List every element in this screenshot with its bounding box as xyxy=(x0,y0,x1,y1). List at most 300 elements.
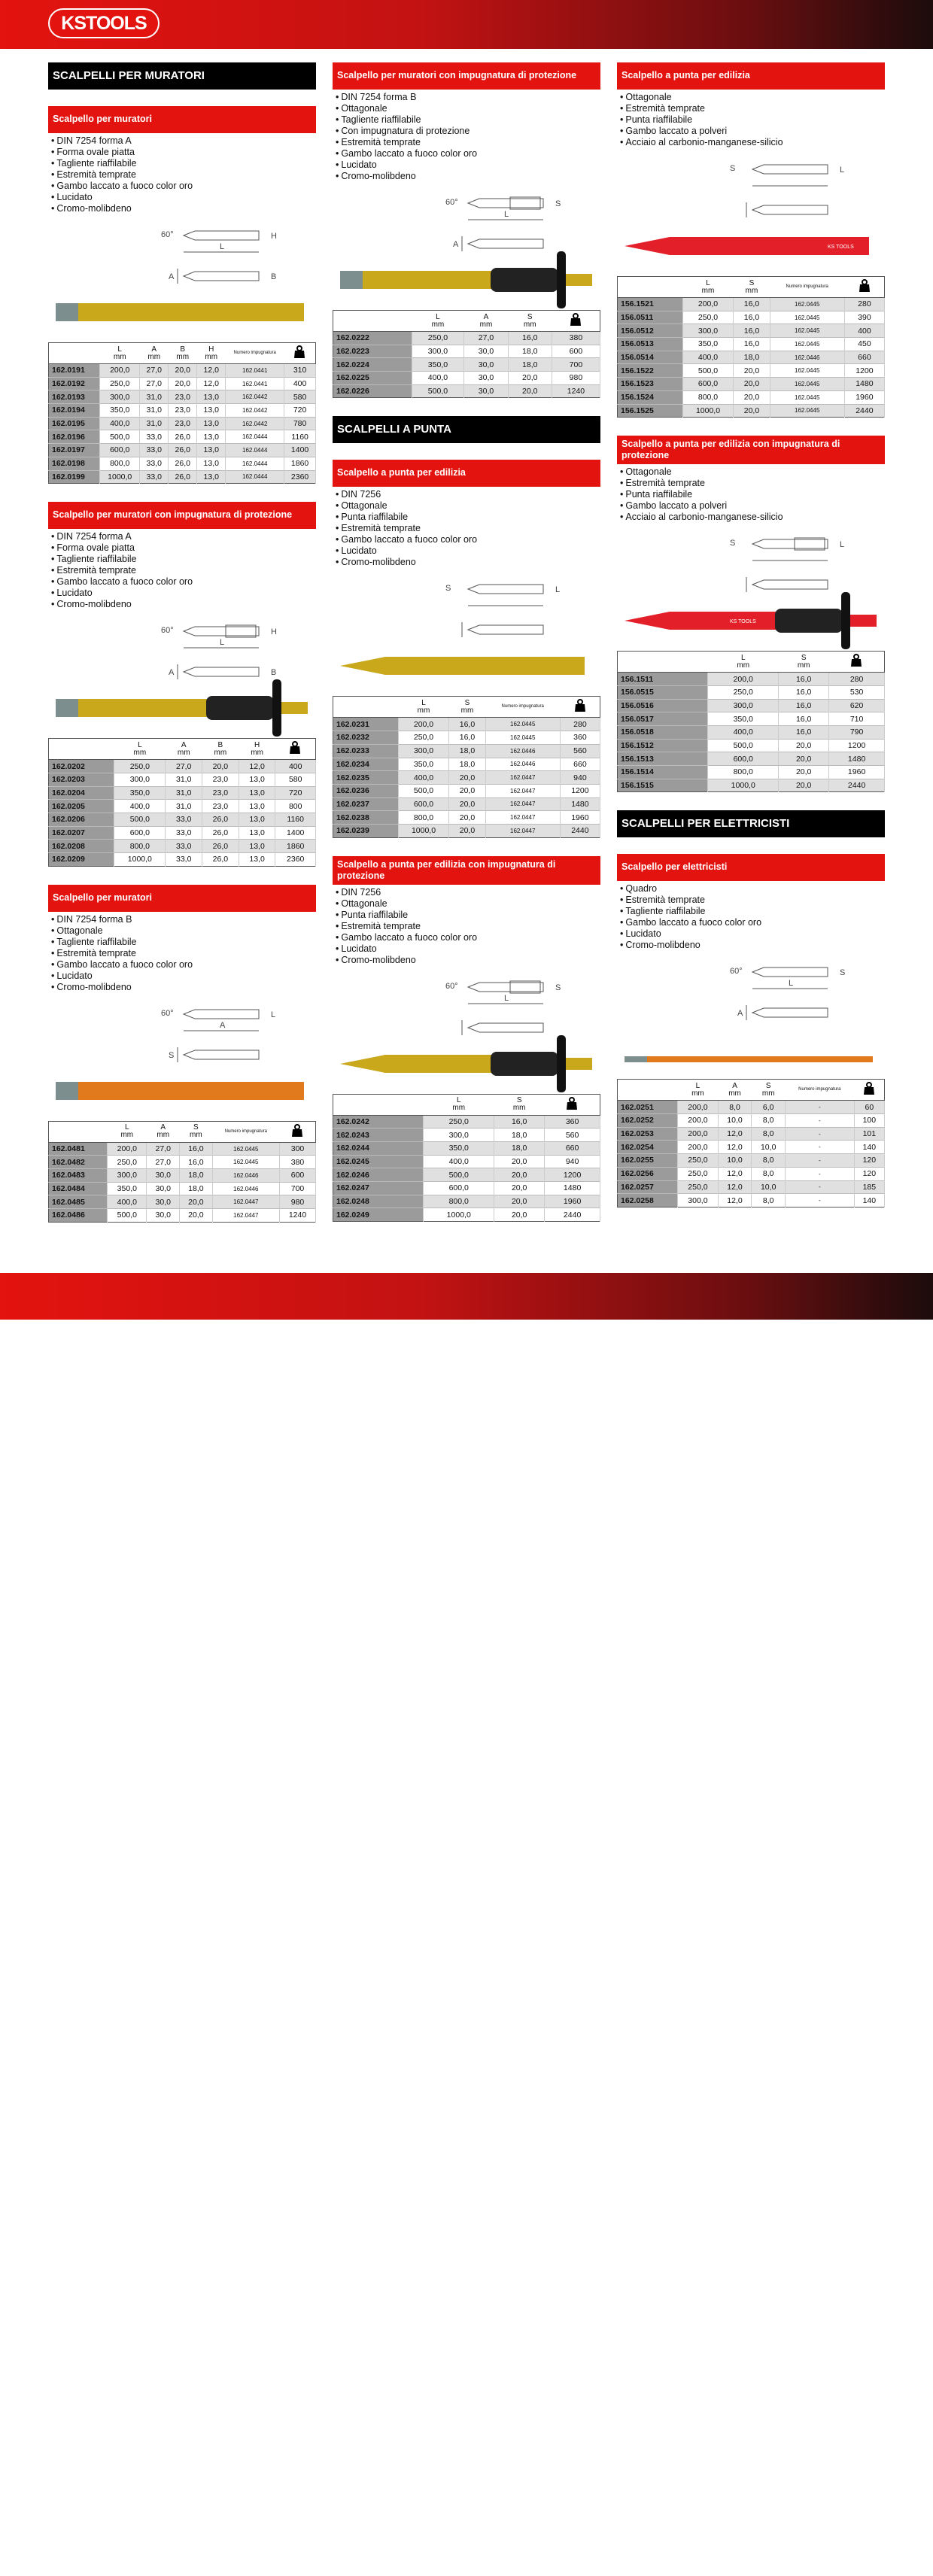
article-code: 162.0243 xyxy=(333,1129,424,1142)
table-cell: 16,0 xyxy=(779,685,829,699)
technical-drawing xyxy=(178,231,259,284)
table-cell: 13,0 xyxy=(197,457,226,470)
product-table xyxy=(48,342,316,484)
feature-list xyxy=(48,529,316,610)
table-cell: 18,0 xyxy=(180,1182,213,1195)
table-cell: 1960 xyxy=(844,390,884,404)
table-cell: 360 xyxy=(545,1115,600,1129)
tool-photo xyxy=(625,1056,873,1062)
table-header-row xyxy=(618,277,885,298)
table-header xyxy=(770,277,844,298)
table-cell: 800,0 xyxy=(424,1195,494,1208)
table-cell: 16,0 xyxy=(449,718,485,731)
table-cell: 185 xyxy=(854,1180,884,1194)
article-code: 156.0518 xyxy=(618,725,708,739)
table-cell: 2440 xyxy=(844,404,884,418)
table-cell: 33,0 xyxy=(140,470,169,484)
feature-item: • Cromo-molibdeno xyxy=(51,203,316,214)
table-row xyxy=(49,390,316,404)
table-cell: 162.0442 xyxy=(226,417,284,430)
table-cell: 500,0 xyxy=(100,430,140,444)
table-row xyxy=(49,1209,316,1223)
dimension-label: A xyxy=(169,668,175,678)
feature-item: • Ottagonale xyxy=(620,92,885,103)
article-code: 162.0191 xyxy=(49,364,100,378)
tool-photo xyxy=(340,251,592,308)
table-header xyxy=(552,311,600,332)
tool-photo xyxy=(56,679,308,737)
table-cell: 33,0 xyxy=(166,826,202,840)
feature-item: • Acciaio al carbonio-manganese-silicio xyxy=(620,512,885,523)
table-cell: 27,0 xyxy=(140,364,169,378)
table-header xyxy=(829,652,885,673)
table-cell: - xyxy=(786,1101,855,1114)
section-title: SCALPELLI PER ELETTRICISTI xyxy=(617,810,885,837)
article-code: 162.0242 xyxy=(333,1115,424,1129)
table-cell: 18,0 xyxy=(449,758,485,771)
table-header xyxy=(844,277,884,298)
table-row xyxy=(618,1127,885,1141)
table-cell: 30,0 xyxy=(147,1195,180,1209)
article-code: 162.0485 xyxy=(49,1195,108,1209)
feature-item: • Lucidato xyxy=(51,192,316,203)
table-cell: 31,0 xyxy=(140,390,169,404)
weight-icon xyxy=(566,1097,578,1110)
table-cell: 20,0 xyxy=(734,364,770,378)
dimension-label: 60° xyxy=(730,967,743,977)
product-block xyxy=(48,885,316,1241)
table-cell: 600 xyxy=(280,1169,316,1183)
dimension-label: B xyxy=(271,668,277,678)
table-cell: 1240 xyxy=(552,384,600,398)
table-cell: 800,0 xyxy=(100,457,140,470)
weight-icon xyxy=(293,345,305,359)
table-cell: 600,0 xyxy=(424,1182,494,1195)
table-cell: 20,0 xyxy=(734,404,770,418)
article-code: 162.0198 xyxy=(49,457,100,470)
feature-item: • Quadro xyxy=(620,883,885,895)
table-cell: 20,0 xyxy=(449,784,485,797)
table-cell: 400,0 xyxy=(412,372,464,385)
table-cell: 8,0 xyxy=(718,1101,752,1114)
table-row xyxy=(49,417,316,430)
table-row xyxy=(618,378,885,391)
table-cell: 380 xyxy=(280,1156,316,1169)
tool-photo xyxy=(340,1035,592,1092)
table-cell: 380 xyxy=(552,332,600,345)
table-cell: 660 xyxy=(560,758,600,771)
table-cell: 12,0 xyxy=(718,1194,752,1208)
weight-icon xyxy=(863,1082,875,1095)
table-header xyxy=(398,697,449,718)
header-label: H mm xyxy=(205,345,218,361)
table-cell: 13,0 xyxy=(197,390,226,404)
dimension-label: S xyxy=(730,164,736,173)
feature-list xyxy=(48,912,316,993)
table-cell: 250,0 xyxy=(114,760,166,773)
table-cell: 23,0 xyxy=(202,773,239,786)
table-row xyxy=(333,384,600,398)
table-cell: 30,0 xyxy=(147,1182,180,1195)
table-cell: 20,0 xyxy=(494,1195,545,1208)
table-cell: 23,0 xyxy=(202,800,239,813)
article-code: 162.0248 xyxy=(333,1195,424,1208)
table-cell: 300,0 xyxy=(424,1129,494,1142)
article-code: 162.0197 xyxy=(49,444,100,457)
table-cell: 280 xyxy=(829,673,885,686)
feature-list xyxy=(617,881,885,951)
table-header xyxy=(718,1080,752,1101)
feature-item: • DIN 7256 xyxy=(336,489,600,500)
table-cell: 10,0 xyxy=(752,1141,786,1154)
header-label: Numero impugnatura xyxy=(501,704,544,709)
feature-item: • Punta riaffilabile xyxy=(336,512,600,523)
table-cell: 20,0 xyxy=(779,752,829,766)
header-label: H mm xyxy=(251,740,263,757)
table-cell: 162.0447 xyxy=(485,797,560,811)
table-row xyxy=(333,358,600,372)
table-cell: 200,0 xyxy=(682,298,734,311)
table-row xyxy=(618,1154,885,1168)
table-row xyxy=(49,826,316,840)
table-header-code xyxy=(333,697,399,718)
table-cell: 6,0 xyxy=(752,1101,786,1114)
table-cell: 10,0 xyxy=(718,1154,752,1168)
table-header xyxy=(779,652,829,673)
table-header xyxy=(114,739,166,760)
brand-mark: KS TOOLS xyxy=(828,245,854,250)
table-cell: 162.0445 xyxy=(485,718,560,731)
table-cell: 162.0447 xyxy=(485,771,560,785)
feature-item: • Estremità temprate xyxy=(51,948,316,959)
table-cell: 400 xyxy=(275,760,316,773)
product-table xyxy=(333,696,600,837)
table-cell: 100 xyxy=(854,1114,884,1128)
table-header-row xyxy=(333,697,600,718)
column-2 xyxy=(333,62,600,1240)
table-cell: 660 xyxy=(545,1142,600,1156)
feature-item: • DIN 7254 forma B xyxy=(336,92,600,103)
table-row xyxy=(333,824,600,837)
table-header xyxy=(508,311,552,332)
table-cell: 162.0445 xyxy=(770,298,844,311)
table-cell: 1960 xyxy=(560,811,600,825)
dimension-label: L xyxy=(271,1010,276,1019)
feature-item: • Cromo-molibdeno xyxy=(336,171,600,182)
header-label: S mm xyxy=(512,1096,526,1113)
table-cell: 60 xyxy=(854,1101,884,1114)
technical-drawing xyxy=(746,538,828,592)
table-row xyxy=(49,1156,316,1169)
table-cell: 20,0 xyxy=(494,1208,545,1222)
dimension-label: H xyxy=(271,627,277,637)
table-cell: 162.0444 xyxy=(226,457,284,470)
article-code: 162.0194 xyxy=(49,404,100,418)
table-cell: 20,0 xyxy=(180,1209,213,1223)
article-code: 156.1511 xyxy=(618,673,708,686)
feature-item: • Estremità temprate xyxy=(51,169,316,181)
spacer xyxy=(333,398,600,416)
technical-drawing xyxy=(462,585,543,637)
table-cell: 600,0 xyxy=(398,797,449,811)
feature-item: • Gambo laccato a fuoco color oro xyxy=(620,917,885,928)
table-cell: 2440 xyxy=(829,779,885,792)
article-code: 162.0244 xyxy=(333,1142,424,1156)
table-cell: 500,0 xyxy=(114,813,166,826)
tool-illustration xyxy=(333,966,600,1094)
section-title: SCALPELLI A PUNTA xyxy=(333,416,600,443)
table-cell: - xyxy=(786,1180,855,1194)
article-code: 156.1513 xyxy=(618,752,708,766)
table-header xyxy=(424,1094,494,1115)
table-cell: 300,0 xyxy=(398,744,449,758)
table-cell: 1480 xyxy=(560,797,600,811)
table-cell: 710 xyxy=(829,712,885,726)
table-cell: 162.0445 xyxy=(485,731,560,745)
tool-illustration xyxy=(617,951,885,1079)
product-table xyxy=(333,310,600,398)
table-cell: 162.0445 xyxy=(770,364,844,378)
table-cell: 350,0 xyxy=(708,712,779,726)
table-cell: 162.0447 xyxy=(212,1209,279,1223)
table-header xyxy=(682,277,734,298)
feature-list xyxy=(617,464,885,523)
table-cell: 400,0 xyxy=(424,1155,494,1168)
table-row xyxy=(618,685,885,699)
dimension-label: 60° xyxy=(161,1008,174,1018)
product-title: Scalpello per muratori con impugnatura di protezione xyxy=(48,502,316,529)
table-header xyxy=(854,1080,884,1101)
feature-item: • Acciaio al carbonio-manganese-silicio xyxy=(620,137,885,148)
technical-drawing xyxy=(462,197,543,251)
table-header xyxy=(560,697,600,718)
table-row xyxy=(49,773,316,786)
table-cell: 162.0445 xyxy=(212,1142,279,1156)
table-header-row xyxy=(618,652,885,673)
table-cell: 20,0 xyxy=(508,384,552,398)
feature-item: • DIN 7254 forma B xyxy=(51,914,316,925)
dimension-label: L xyxy=(840,540,845,550)
table-header-code xyxy=(333,1094,424,1115)
illustration-area xyxy=(617,951,885,1079)
table-cell: 20,0 xyxy=(494,1182,545,1195)
table-cell: 560 xyxy=(545,1129,600,1142)
table-cell: 162.0446 xyxy=(485,744,560,758)
table-header xyxy=(786,1080,855,1101)
table-cell: 280 xyxy=(844,298,884,311)
table-row xyxy=(618,1167,885,1180)
table-row xyxy=(618,298,885,311)
product-table xyxy=(617,651,885,792)
feature-item: • Lucidato xyxy=(51,971,316,982)
article-code: 156.1524 xyxy=(618,390,683,404)
illustration-area xyxy=(48,610,316,738)
table-cell: 1200 xyxy=(560,784,600,797)
page-footer xyxy=(0,1273,933,2575)
table-cell: 940 xyxy=(560,771,600,785)
table-row xyxy=(333,372,600,385)
feature-item: • Gambo laccato a fuoco color oro xyxy=(51,576,316,588)
table-row xyxy=(49,853,316,867)
product-block xyxy=(48,106,316,502)
table-cell: 450 xyxy=(844,338,884,351)
table-cell: 1480 xyxy=(844,378,884,391)
technical-drawing xyxy=(746,165,828,217)
article-code: 162.0195 xyxy=(49,417,100,430)
table-header-code xyxy=(618,1080,678,1101)
table-cell: 162.0442 xyxy=(226,404,284,418)
product-title: Scalpello per elettricisti xyxy=(617,854,885,881)
header-label: L mm xyxy=(452,1096,466,1113)
feature-list xyxy=(48,133,316,214)
table-cell: - xyxy=(786,1194,855,1208)
table-cell: 1960 xyxy=(829,766,885,779)
table-cell: 162.0446 xyxy=(212,1182,279,1195)
feature-item: • Gambo laccato a fuoco color oro xyxy=(336,148,600,159)
table-cell: 13,0 xyxy=(239,786,275,800)
article-code: 156.1514 xyxy=(618,766,708,779)
table-cell: 250,0 xyxy=(412,332,464,345)
feature-item: • Tagliente riaffilabile xyxy=(51,554,316,565)
table-cell: 162.0445 xyxy=(770,378,844,391)
table-cell: 30,0 xyxy=(464,384,508,398)
table-row xyxy=(49,760,316,773)
header-label: A mm xyxy=(177,740,190,757)
table-cell: 800,0 xyxy=(682,390,734,404)
table-cell: 300 xyxy=(280,1142,316,1156)
section-title: SCALPELLI PER MURATORI xyxy=(48,62,316,90)
technical-drawing xyxy=(746,968,828,1020)
product-block xyxy=(48,502,316,885)
table-header xyxy=(108,1121,147,1142)
table-cell: 300,0 xyxy=(108,1169,147,1183)
table-header xyxy=(202,739,239,760)
header-label: L mm xyxy=(691,1081,704,1098)
tool-illustration xyxy=(617,523,885,651)
article-code: 156.1525 xyxy=(618,404,683,418)
table-cell: 660 xyxy=(844,351,884,364)
spacer xyxy=(333,838,600,856)
table-cell: 1200 xyxy=(545,1168,600,1182)
article-code: 162.0196 xyxy=(49,430,100,444)
table-cell: 23,0 xyxy=(202,786,239,800)
table-row xyxy=(49,800,316,813)
feature-item: • Cromo-molibdeno xyxy=(620,940,885,951)
table-cell: 20,0 xyxy=(449,771,485,785)
article-code: 162.0246 xyxy=(333,1168,424,1182)
table-row xyxy=(618,766,885,779)
article-code: 156.0511 xyxy=(618,311,683,324)
header-label: A mm xyxy=(728,1081,741,1098)
dimension-label: S xyxy=(169,1050,175,1060)
table-cell: 200,0 xyxy=(678,1127,719,1141)
table-cell: 400,0 xyxy=(100,417,140,430)
article-code: 162.0226 xyxy=(333,384,412,398)
feature-item: • Cromo-molibdeno xyxy=(336,955,600,966)
table-cell: 8,0 xyxy=(752,1127,786,1141)
spacer xyxy=(617,1208,885,1226)
table-cell: 27,0 xyxy=(166,760,202,773)
article-code: 162.0251 xyxy=(618,1101,678,1114)
dimension-label: H xyxy=(271,232,277,241)
header-label: A mm xyxy=(147,345,161,361)
article-code: 156.0514 xyxy=(618,351,683,364)
table-cell: 10,0 xyxy=(718,1114,752,1128)
article-code: 162.0481 xyxy=(49,1142,108,1156)
table-cell: 16,0 xyxy=(734,324,770,338)
table-cell: 16,0 xyxy=(180,1142,213,1156)
table-cell: 400,0 xyxy=(708,725,779,739)
table-cell: 12,0 xyxy=(718,1167,752,1180)
table-cell: 300,0 xyxy=(678,1194,719,1208)
table-cell: 31,0 xyxy=(166,800,202,813)
table-cell: - xyxy=(786,1141,855,1154)
table-cell: 10,0 xyxy=(752,1180,786,1194)
table-cell: 250,0 xyxy=(398,731,449,745)
table-row xyxy=(49,470,316,484)
table-cell: 200,0 xyxy=(398,718,449,731)
spacer xyxy=(48,484,316,502)
table-cell: 350,0 xyxy=(100,404,140,418)
table-header-row xyxy=(49,739,316,760)
table-cell: 13,0 xyxy=(197,404,226,418)
table-cell: 31,0 xyxy=(140,417,169,430)
table-cell: 16,0 xyxy=(734,338,770,351)
header-label: Numero impugnatura xyxy=(224,1129,268,1134)
table-header-row xyxy=(49,1121,316,1142)
table-cell: 200,0 xyxy=(108,1142,147,1156)
table-cell: 350,0 xyxy=(412,358,464,372)
table-row xyxy=(49,786,316,800)
table-header-row xyxy=(618,1080,885,1101)
illustration-area xyxy=(617,148,885,276)
feature-item: • Gambo laccato a fuoco color oro xyxy=(51,181,316,192)
table-cell: 400,0 xyxy=(398,771,449,785)
feature-item: • Estremità temprate xyxy=(620,895,885,906)
dimension-label: 60° xyxy=(445,981,458,991)
table-row xyxy=(618,699,885,712)
table-cell: 300,0 xyxy=(682,324,734,338)
table-row xyxy=(618,1101,885,1114)
table-cell: 20,0 xyxy=(449,797,485,811)
table-cell: 31,0 xyxy=(166,773,202,786)
table-cell: 300,0 xyxy=(412,345,464,358)
table-cell: 18,0 xyxy=(494,1129,545,1142)
table-cell: 162.0444 xyxy=(226,430,284,444)
table-cell: 33,0 xyxy=(140,457,169,470)
table-cell: 16,0 xyxy=(779,699,829,712)
table-cell: 162.0445 xyxy=(770,311,844,324)
column-3 xyxy=(617,62,885,1226)
table-row xyxy=(49,404,316,418)
table-cell: 800,0 xyxy=(708,766,779,779)
article-code: 162.0486 xyxy=(49,1209,108,1223)
article-code: 162.0225 xyxy=(333,372,412,385)
feature-item: • Tagliente riaffilabile xyxy=(620,906,885,917)
table-cell: 162.0442 xyxy=(226,390,284,404)
table-header xyxy=(678,1080,719,1101)
table-cell: 250,0 xyxy=(424,1115,494,1129)
product-table xyxy=(617,1079,885,1208)
weight-icon xyxy=(859,279,871,293)
table-header xyxy=(147,1121,180,1142)
product-title: Scalpello a punta per edilizia xyxy=(617,62,885,90)
table-cell: 560 xyxy=(560,744,600,758)
table-cell: 350,0 xyxy=(424,1142,494,1156)
table-cell: 30,0 xyxy=(464,358,508,372)
spacer xyxy=(617,418,885,436)
table-header xyxy=(197,343,226,364)
